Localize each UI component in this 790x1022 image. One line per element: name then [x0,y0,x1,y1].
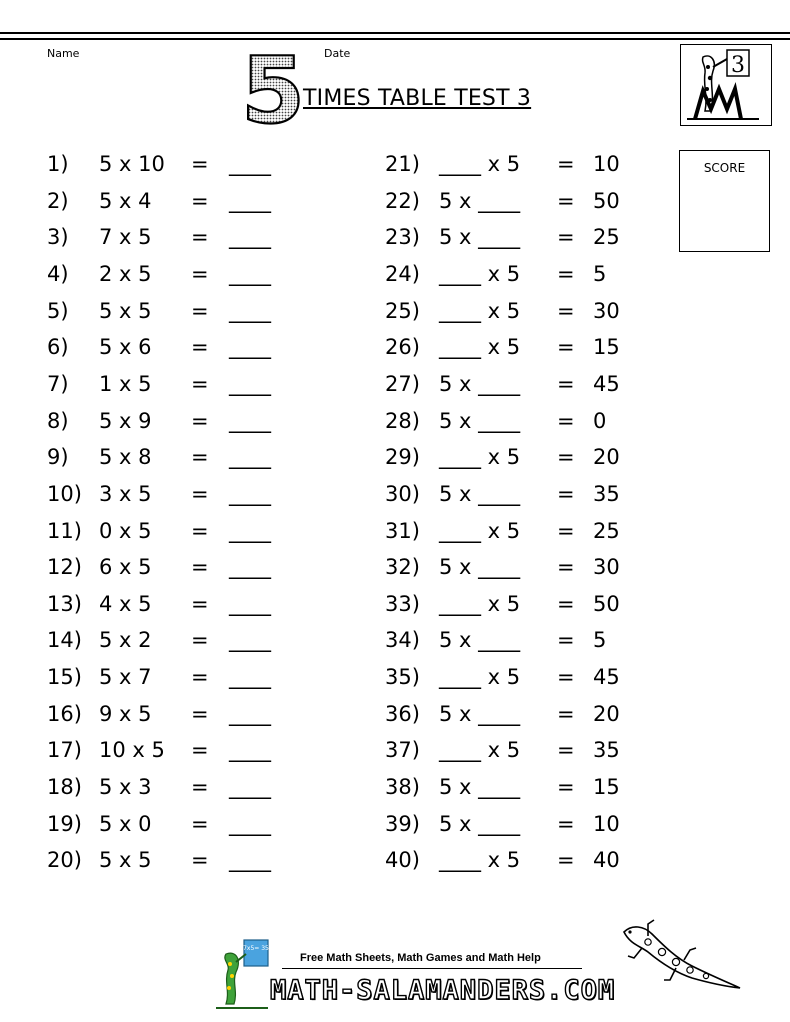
question-result: 5 [593,628,607,653]
question-expression: ____ x 5 [439,518,521,543]
date-label: Date [324,47,351,60]
question-number: 22) [385,188,420,213]
equals-sign: = [191,481,209,506]
question-number: 16) [47,701,82,726]
question-number: 37) [385,738,420,763]
question-result: 50 [593,591,620,616]
question-number: 21) [385,152,420,176]
equals-sign: = [191,335,209,360]
question-expression: 5 x ____ [439,775,521,800]
equals-sign: = [557,775,575,800]
answer-blank[interactable]: ____ [229,335,271,360]
question-expression: 5 x ____ [439,628,521,653]
question-number: 20) [47,848,82,873]
question-row [0,222,790,252]
equals-sign: = [191,225,209,250]
question-expression: 9 x 5 [99,701,152,726]
answer-blank[interactable]: ____ [229,298,271,323]
question-expression: 5 x ____ [439,408,521,433]
question-number: 38) [385,775,420,800]
question-expression: 5 x 0 [99,811,152,836]
question-row [0,479,790,509]
equals-sign: = [191,811,209,836]
equals-sign: = [191,408,209,433]
answer-blank[interactable]: ____ [229,188,271,213]
question-expression: ____ x 5 [439,261,521,286]
equals-sign: = [557,811,575,836]
equals-sign: = [557,188,575,213]
equals-sign: = [191,261,209,286]
equals-sign: = [191,738,209,763]
question-result: 45 [593,665,620,690]
question-result: 45 [593,371,620,396]
question-row [0,259,790,289]
answer-blank[interactable]: ____ [229,518,271,543]
question-number: 4) [47,261,69,286]
question-row [0,186,790,216]
question-number: 33) [385,591,420,616]
equals-sign: = [557,298,575,323]
equals-sign: = [191,371,209,396]
question-row [0,589,790,619]
answer-blank[interactable]: ____ [229,665,271,690]
question-result: 50 [593,188,620,213]
equals-sign: = [557,371,575,396]
equals-sign: = [557,408,575,433]
salamander-mini-icon [212,938,272,1010]
question-result: 10 [593,152,620,176]
question-row [0,149,790,179]
question-number: 1) [47,152,69,176]
name-label: Name [47,47,80,60]
question-number: 12) [47,555,82,580]
equals-sign: = [191,848,209,873]
question-expression: 6 x 5 [99,555,152,580]
equals-sign: = [191,188,209,213]
question-number: 35) [385,665,420,690]
question-number: 40) [385,848,420,873]
answer-blank[interactable]: ____ [229,738,271,763]
equals-sign: = [191,591,209,616]
question-expression: 5 x 5 [99,848,152,873]
question-result: 0 [593,408,607,433]
question-row [0,845,790,875]
equals-sign: = [191,445,209,470]
question-result: 20 [593,445,620,470]
question-number: 10) [47,481,82,506]
question-result: 15 [593,775,620,800]
question-number: 24) [385,261,420,286]
question-expression: ____ x 5 [439,665,521,690]
question-number: 30) [385,481,420,506]
question-expression: 0 x 5 [99,518,152,543]
question-number: 18) [47,775,82,800]
footer-tagline: Free Math Sheets, Math Games and Math Help [300,952,541,964]
question-number: 36) [385,701,420,726]
question-number: 6) [47,335,69,360]
question-expression: 5 x 6 [99,335,152,360]
question-number: 17) [47,738,82,763]
question-expression: ____ x 5 [439,445,521,470]
question-expression: ____ x 5 [439,738,521,763]
question-expression: 5 x 7 [99,665,152,690]
question-number: 29) [385,445,420,470]
equals-sign: = [191,555,209,580]
question-expression: 1 x 5 [99,371,152,396]
answer-blank[interactable]: ____ [229,225,271,250]
question-expression: 5 x ____ [439,701,521,726]
question-number: 7) [47,371,69,396]
top-rule [0,32,790,34]
answer-blank[interactable]: ____ [229,152,271,176]
question-expression: ____ x 5 [439,298,521,323]
question-result: 35 [593,738,620,763]
question-number: 39) [385,811,420,836]
question-number: 23) [385,225,420,250]
question-expression: 3 x 5 [99,481,152,506]
page-title: TIMES TABLE TEST 3 [303,86,532,111]
question-expression: 5 x 10 [99,152,165,176]
top-rule-thin [0,38,790,40]
answer-blank[interactable]: ____ [229,848,271,873]
question-row [0,296,790,326]
equals-sign: = [557,628,575,653]
logo-digit: 3 [731,53,745,78]
equals-sign: = [557,665,575,690]
question-expression: ____ x 5 [439,152,521,176]
question-result: 20 [593,701,620,726]
equals-sign: = [557,445,575,470]
equals-sign: = [191,298,209,323]
salamander-logo-icon [680,44,772,126]
question-result: 15 [593,335,620,360]
equals-sign: = [557,555,575,580]
salamander-icon [618,918,743,998]
question-result: 25 [593,225,620,250]
question-number: 15) [47,665,82,690]
question-expression: 5 x 8 [99,445,152,470]
question-expression: 7 x 5 [99,225,152,250]
question-expression: 4 x 5 [99,591,152,616]
question-expression: 5 x ____ [439,555,521,580]
answer-blank[interactable]: ____ [229,591,271,616]
equals-sign: = [557,591,575,616]
question-row [0,699,790,729]
footer-divider [282,968,582,969]
question-expression: 5 x ____ [439,371,521,396]
question-row [0,442,790,472]
question-expression: 2 x 5 [99,261,152,286]
question-result: 30 [593,555,620,580]
answer-blank[interactable]: ____ [229,555,271,580]
answer-blank[interactable]: ____ [229,408,271,433]
question-number: 19) [47,811,82,836]
question-number: 26) [385,335,420,360]
equals-sign: = [191,152,209,176]
question-expression: ____ x 5 [439,848,521,873]
question-row [0,772,790,802]
question-expression: 5 x 4 [99,188,152,213]
question-row [0,735,790,765]
question-number: 27) [385,371,420,396]
question-expression: 5 x 9 [99,408,152,433]
question-row [0,369,790,399]
question-number: 5) [47,298,69,323]
footer-site-name: MATH-SALAMANDERS.COM [270,975,616,1006]
score-label: SCORE [703,161,746,175]
question-row [0,406,790,436]
question-number: 28) [385,408,420,433]
equals-sign: = [557,261,575,286]
answer-blank[interactable]: ____ [229,775,271,800]
question-expression: 10 x 5 [99,738,165,763]
question-number: 31) [385,518,420,543]
question-row [0,552,790,582]
answer-blank[interactable]: ____ [229,445,271,470]
question-expression: 5 x 2 [99,628,152,653]
equals-sign: = [557,518,575,543]
question-result: 35 [593,481,620,506]
question-number: 13) [47,591,82,616]
equals-sign: = [191,628,209,653]
question-row [0,625,790,655]
equals-sign: = [557,738,575,763]
question-row [0,809,790,839]
question-result: 5 [593,261,607,286]
answer-blank[interactable]: ____ [229,261,271,286]
question-result: 25 [593,518,620,543]
mini-board-text: 7x5= 35 [243,945,269,952]
question-number: 32) [385,555,420,580]
equals-sign: = [557,848,575,873]
question-expression: 5 x 5 [99,298,152,323]
question-number: 14) [47,628,82,653]
question-expression: 5 x ____ [439,811,521,836]
equals-sign: = [191,665,209,690]
equals-sign: = [557,152,575,176]
question-number: 2) [47,188,69,213]
big-five-icon [240,37,306,144]
big-five-number: 5 [240,37,306,144]
equals-sign: = [557,335,575,360]
equals-sign: = [557,225,575,250]
question-number: 34) [385,628,420,653]
equals-sign: = [191,775,209,800]
equals-sign: = [191,518,209,543]
question-number: 3) [47,225,69,250]
answer-blank[interactable]: ____ [229,701,271,726]
question-result: 10 [593,811,620,836]
answer-blank[interactable]: ____ [229,371,271,396]
question-number: 25) [385,298,420,323]
question-result: 30 [593,298,620,323]
question-expression: ____ x 5 [439,335,521,360]
question-result: 40 [593,848,620,873]
question-number: 8) [47,408,69,433]
equals-sign: = [191,701,209,726]
question-expression: 5 x ____ [439,188,521,213]
question-row [0,332,790,362]
question-expression: ____ x 5 [439,591,521,616]
question-number: 11) [47,518,82,543]
answer-blank[interactable]: ____ [229,811,271,836]
equals-sign: = [557,701,575,726]
answer-blank[interactable]: ____ [229,481,271,506]
question-expression: 5 x ____ [439,481,521,506]
question-expression: 5 x ____ [439,225,521,250]
question-row [0,516,790,546]
question-number: 9) [47,445,69,470]
equals-sign: = [557,481,575,506]
answer-blank[interactable]: ____ [229,628,271,653]
question-row [0,662,790,692]
question-expression: 5 x 3 [99,775,152,800]
